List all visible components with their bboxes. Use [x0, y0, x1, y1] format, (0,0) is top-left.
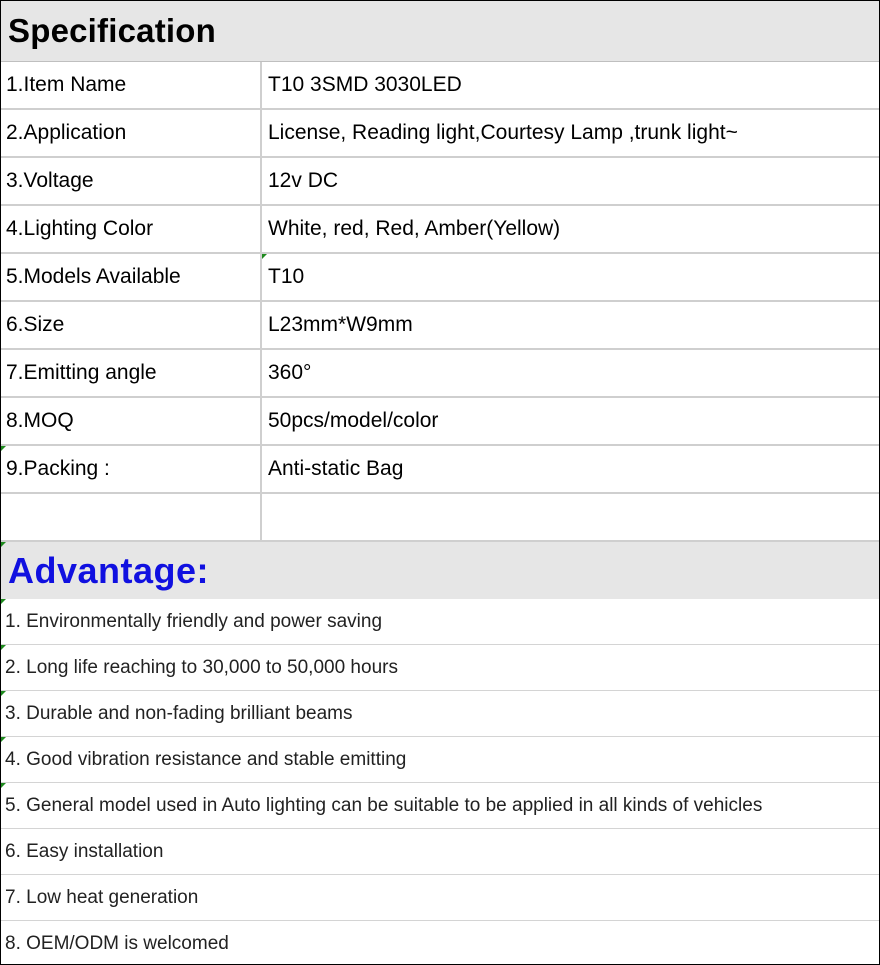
- spec-value: License, Reading light,Courtesy Lamp ,trunk light~: [268, 121, 738, 144]
- spec-value: 360°: [268, 361, 312, 384]
- specification-title: Specification: [8, 12, 216, 49]
- advantage-text: 3. Durable and non-fading brilliant beams: [5, 702, 353, 724]
- cell-comment-marker: [1, 783, 6, 788]
- spec-row-emitting-angle: [1, 350, 879, 398]
- advantage-text: 7. Low heat generation: [5, 886, 199, 908]
- spec-label: 9.Packing :: [1, 446, 262, 492]
- advantage-text: 6. Easy installation: [5, 840, 164, 862]
- advantage-item: [1, 691, 879, 737]
- spec-value: L23mm*W9mm: [268, 313, 413, 336]
- cell-comment-marker: [262, 254, 267, 259]
- spec-label: 6.Size: [1, 302, 262, 348]
- spec-label: 2.Application: [1, 110, 262, 156]
- cell-comment-marker: [1, 737, 6, 742]
- spec-row-item-name: [1, 62, 879, 110]
- spec-row-moq: [1, 398, 879, 446]
- advantage-item: [1, 875, 879, 921]
- spec-value: 12v DC: [268, 169, 339, 192]
- spec-label: [1, 494, 262, 540]
- spec-row-models-available: [1, 254, 879, 302]
- cell-comment-marker: [1, 645, 6, 650]
- spec-row-lighting-color: [1, 206, 879, 254]
- advantage-item: [1, 737, 879, 783]
- cell-comment-marker: [1, 542, 6, 547]
- advantage-text: 1. Environmentally friendly and power saving: [5, 610, 383, 632]
- cell-comment-marker: [1, 599, 6, 604]
- spec-value: Anti-static Bag: [268, 457, 404, 480]
- spec-label: 4.Lighting Color: [1, 206, 262, 252]
- spec-value: White, red, Red, Amber(Yellow): [268, 217, 561, 240]
- advantage-text: 8. OEM/ODM is welcomed: [5, 933, 229, 954]
- cell-comment-marker: [1, 691, 6, 696]
- advantage-header: [1, 542, 879, 599]
- advantage-text: 5. General model used in Auto lighting can be suitable to be applied in all kinds of vehicles: [5, 794, 763, 816]
- spec-label: 7.Emitting angle: [1, 350, 262, 396]
- advantage-item: [1, 645, 879, 691]
- spec-value: T10 3SMD 3030LED: [268, 73, 462, 96]
- advantage-item: [1, 921, 879, 965]
- spec-label: 5.Models Available: [1, 254, 262, 300]
- spec-value: T10: [268, 265, 305, 288]
- advantage-title: Advantage:: [8, 549, 210, 591]
- spec-value: [262, 494, 879, 540]
- specification-header: [1, 1, 879, 62]
- spec-row-packing: [1, 446, 879, 494]
- spec-row-size: [1, 302, 879, 350]
- advantage-item: [1, 829, 879, 875]
- cell-comment-marker: [1, 446, 6, 451]
- advantage-item: [1, 599, 879, 645]
- advantage-item: [1, 783, 879, 829]
- spec-row-empty: [1, 494, 879, 542]
- spec-label: 8.MOQ: [1, 398, 262, 444]
- spec-label: 3.Voltage: [1, 158, 262, 204]
- advantage-text: 2. Long life reaching to 30,000 to 50,000 hours: [5, 656, 398, 678]
- spec-row-application: [1, 110, 879, 158]
- spec-value: 50pcs/model/color: [268, 409, 439, 432]
- advantage-text: 4. Good vibration resistance and stable emitting: [5, 748, 407, 770]
- spec-label: 1.Item Name: [1, 62, 262, 108]
- spec-row-voltage: [1, 158, 879, 206]
